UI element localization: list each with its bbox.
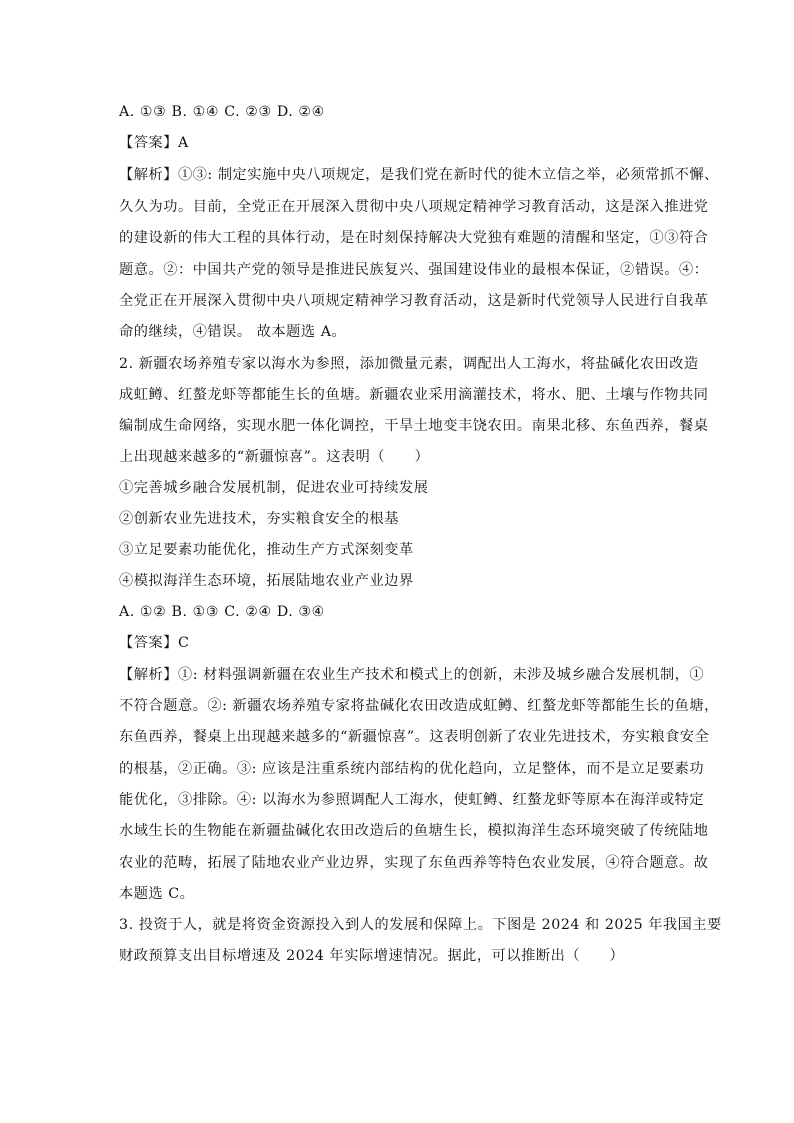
q2-choice-2: ②创新农业先进技术，夯实粮食安全的根基 [119,511,400,527]
q1-analysis-line-4: 题意。②：中国共产党的领导是推进民族复兴、强国建设伟业的最根本保证，②错误。④： [119,262,709,278]
q2-analysis-line-5: 能优化，③排除。④: 以海水为参照调配人工海水，使虹鳟、红螯龙虾等原本在海洋或特定 [119,792,705,808]
q2-stem-line-2: 成虹鳟、红螯龙虾等都能生长的鱼塘。新疆农业采用滴灌技术，将水、肥、土壤与作物共同 [119,387,709,403]
q1-analysis-line-3: 的建设新的伟大工程的具体行动，是在时刻保持解决大党独有难题的清醒和坚定，①③符合 [119,230,709,246]
q2-stem-line-1: 2. 新疆农场养殖专家以海水为参照，添加微量元素，调配出人工海水，将盐碱化农田改造 [119,356,699,372]
q1-analysis-line-1: 【解析】①③: 制定实施中央八项规定，是我们党在新时代的徙木立信之举，必须常抓不懈、 [119,167,719,183]
q3-stem-line-1: 3. 投资于人，就是将资金资源投入到人的发展和保障上。下图是 2024 和 2025 年我国主要 [119,917,722,933]
q1-analysis-line-2: 久久为功。目前，全党正在开展深入贯彻中央八项规定精神学习教育活动，这是深入推进党 [119,199,709,215]
q2-analysis-line-2: 不符合题意。②: 新疆农场养殖专家将盐碱化农田改造成虹鳟、红螯龙虾等都能生长的鱼塘， [119,698,719,714]
q2-analysis-line-7: 农业的范畴，拓展了陆地农业产业边界，实现了东鱼西养等特色农业发展，④符合题意。故 [119,855,709,871]
q2-analysis-line-3: 东鱼西养，餐桌上出现越来越多的“新疆惊喜”。这表明创新了农业先进技术，夯实粮食安全 [119,729,710,745]
q1-answer: 【答案】A [119,135,189,151]
q2-choice-1: ①完善城乡融合发展机制，促进农业可持续发展 [119,480,429,496]
q2-analysis-line-8: 本题选 C。 [119,886,195,902]
q2-options: A. ①② B. ①③ C. ②④ D. ③④ [119,604,325,620]
q1-options: A. ①③ B. ①④ C. ②③ D. ②④ [119,104,325,120]
q2-analysis-line-4: 的根基，②正确。③: 应该是注重系统内部结构的优化趋向，立足整体，而不是立足要素功 [119,761,705,777]
q1-analysis-line-6: 命的继续，④错误。 故本题选 A。 [119,324,347,340]
q2-answer: 【答案】C [119,635,190,651]
q2-stem-line-4: 上出现越来越多的“新疆惊喜”。这表明（ ） [119,449,430,465]
q2-choice-3: ③立足要素功能优化，推动生产方式深刻变革 [119,542,414,558]
q3-stem-line-2: 财政预算支出目标增速及 2024 年实际增速情况。据此，可以推断出（ ） [119,948,625,964]
q2-analysis-line-1: 【解析】①: 材料强调新疆在农业生产技术和模式上的创新，未涉及城乡融合发展机制，① [119,667,705,683]
q2-choice-4: ④模拟海洋生态环境，拓展陆地农业产业边界 [119,573,414,589]
q2-analysis-line-6: 水域生长的生物能在新疆盐碱化农田改造后的鱼塘生长，模拟海洋生态环境突破了传统陆地 [119,823,709,839]
q2-stem-line-3: 编制成生命网络，实现水肥一体化调控，干旱土地变丰饶农田。南果北移、东鱼西养，餐桌 [119,418,709,434]
q1-analysis-line-5: 全党正在开展深入贯彻中央八项规定精神学习教育活动，这是新时代党领导人民进行自我革 [119,293,709,309]
